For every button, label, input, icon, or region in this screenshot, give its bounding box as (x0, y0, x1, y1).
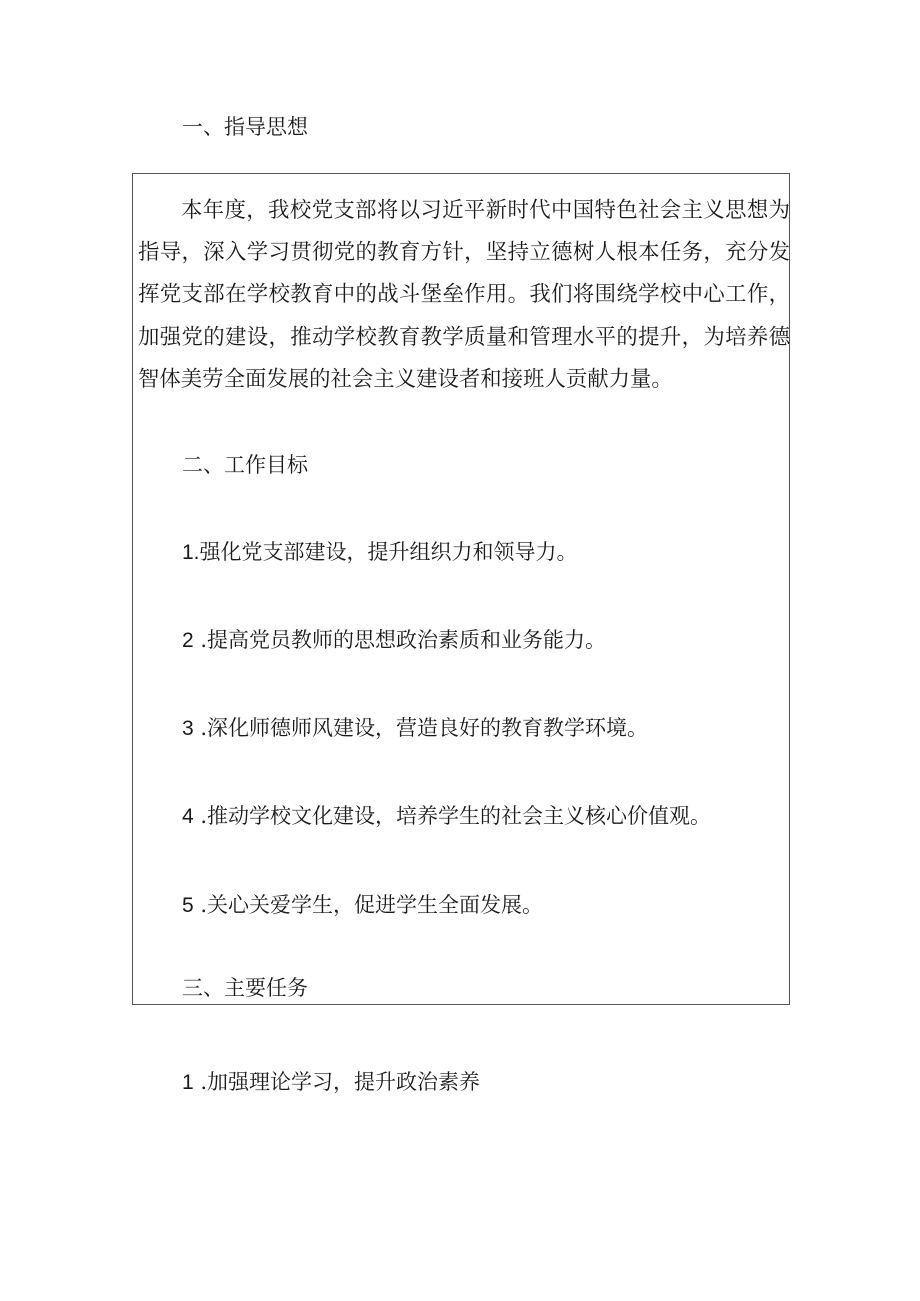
goal-item-4-number: 4 (182, 805, 194, 828)
goal-item-1 (182, 537, 578, 568)
goal-item-3-text: .深化师德师风建设，营造良好的教育教学环境。 (193, 716, 649, 740)
task-item-1 (182, 1067, 480, 1098)
section-heading-tasks: 三、主要任务 (182, 976, 308, 1000)
goal-item-4 (182, 801, 711, 832)
section-heading-guiding: 一、指导思想 (182, 115, 308, 139)
goal-item-2-text: .提高党员教师的思想政治素质和业务能力。 (193, 628, 607, 652)
section-heading-goals: 二、工作目标 (182, 453, 308, 477)
goal-item-5-number: 5 (182, 894, 194, 917)
goal-item-4-text: .推动学校文化建设，培养学生的社会主义核心价值观。 (193, 804, 712, 828)
goal-item-1-text: 强化党支部建设，提升组织力和领导力。 (199, 540, 578, 564)
guiding-paragraph: 本年度，我校党支部将以习近平新时代中国特色社会主义思想为指导，深入学习贯彻党的教育方针，坚持立德树人根本任务，充分发挥党支部在学校教育中的战斗堡垒作用。我们将围绕学校中心工作，加强党的建设，推动学校教育教学质量和管理水平的提升，为培养德智体美劳全面发展的社会主义建设者和接班人贡献力量。 (138, 198, 790, 392)
goal-item-2 (182, 625, 606, 656)
goal-item-3 (182, 713, 648, 744)
goal-item-3-number: 3 (182, 717, 194, 740)
goal-item-1-number: 1. (182, 541, 200, 564)
goal-item-5 (182, 890, 543, 921)
task-item-1-text: .加强理论学习，提升政治素养 (193, 1070, 481, 1094)
goal-item-5-text: .关心关爱学生，促进学生全面发展。 (193, 893, 544, 917)
task-item-1-number: 1 (182, 1071, 194, 1094)
goal-item-2-number: 2 (182, 629, 194, 652)
